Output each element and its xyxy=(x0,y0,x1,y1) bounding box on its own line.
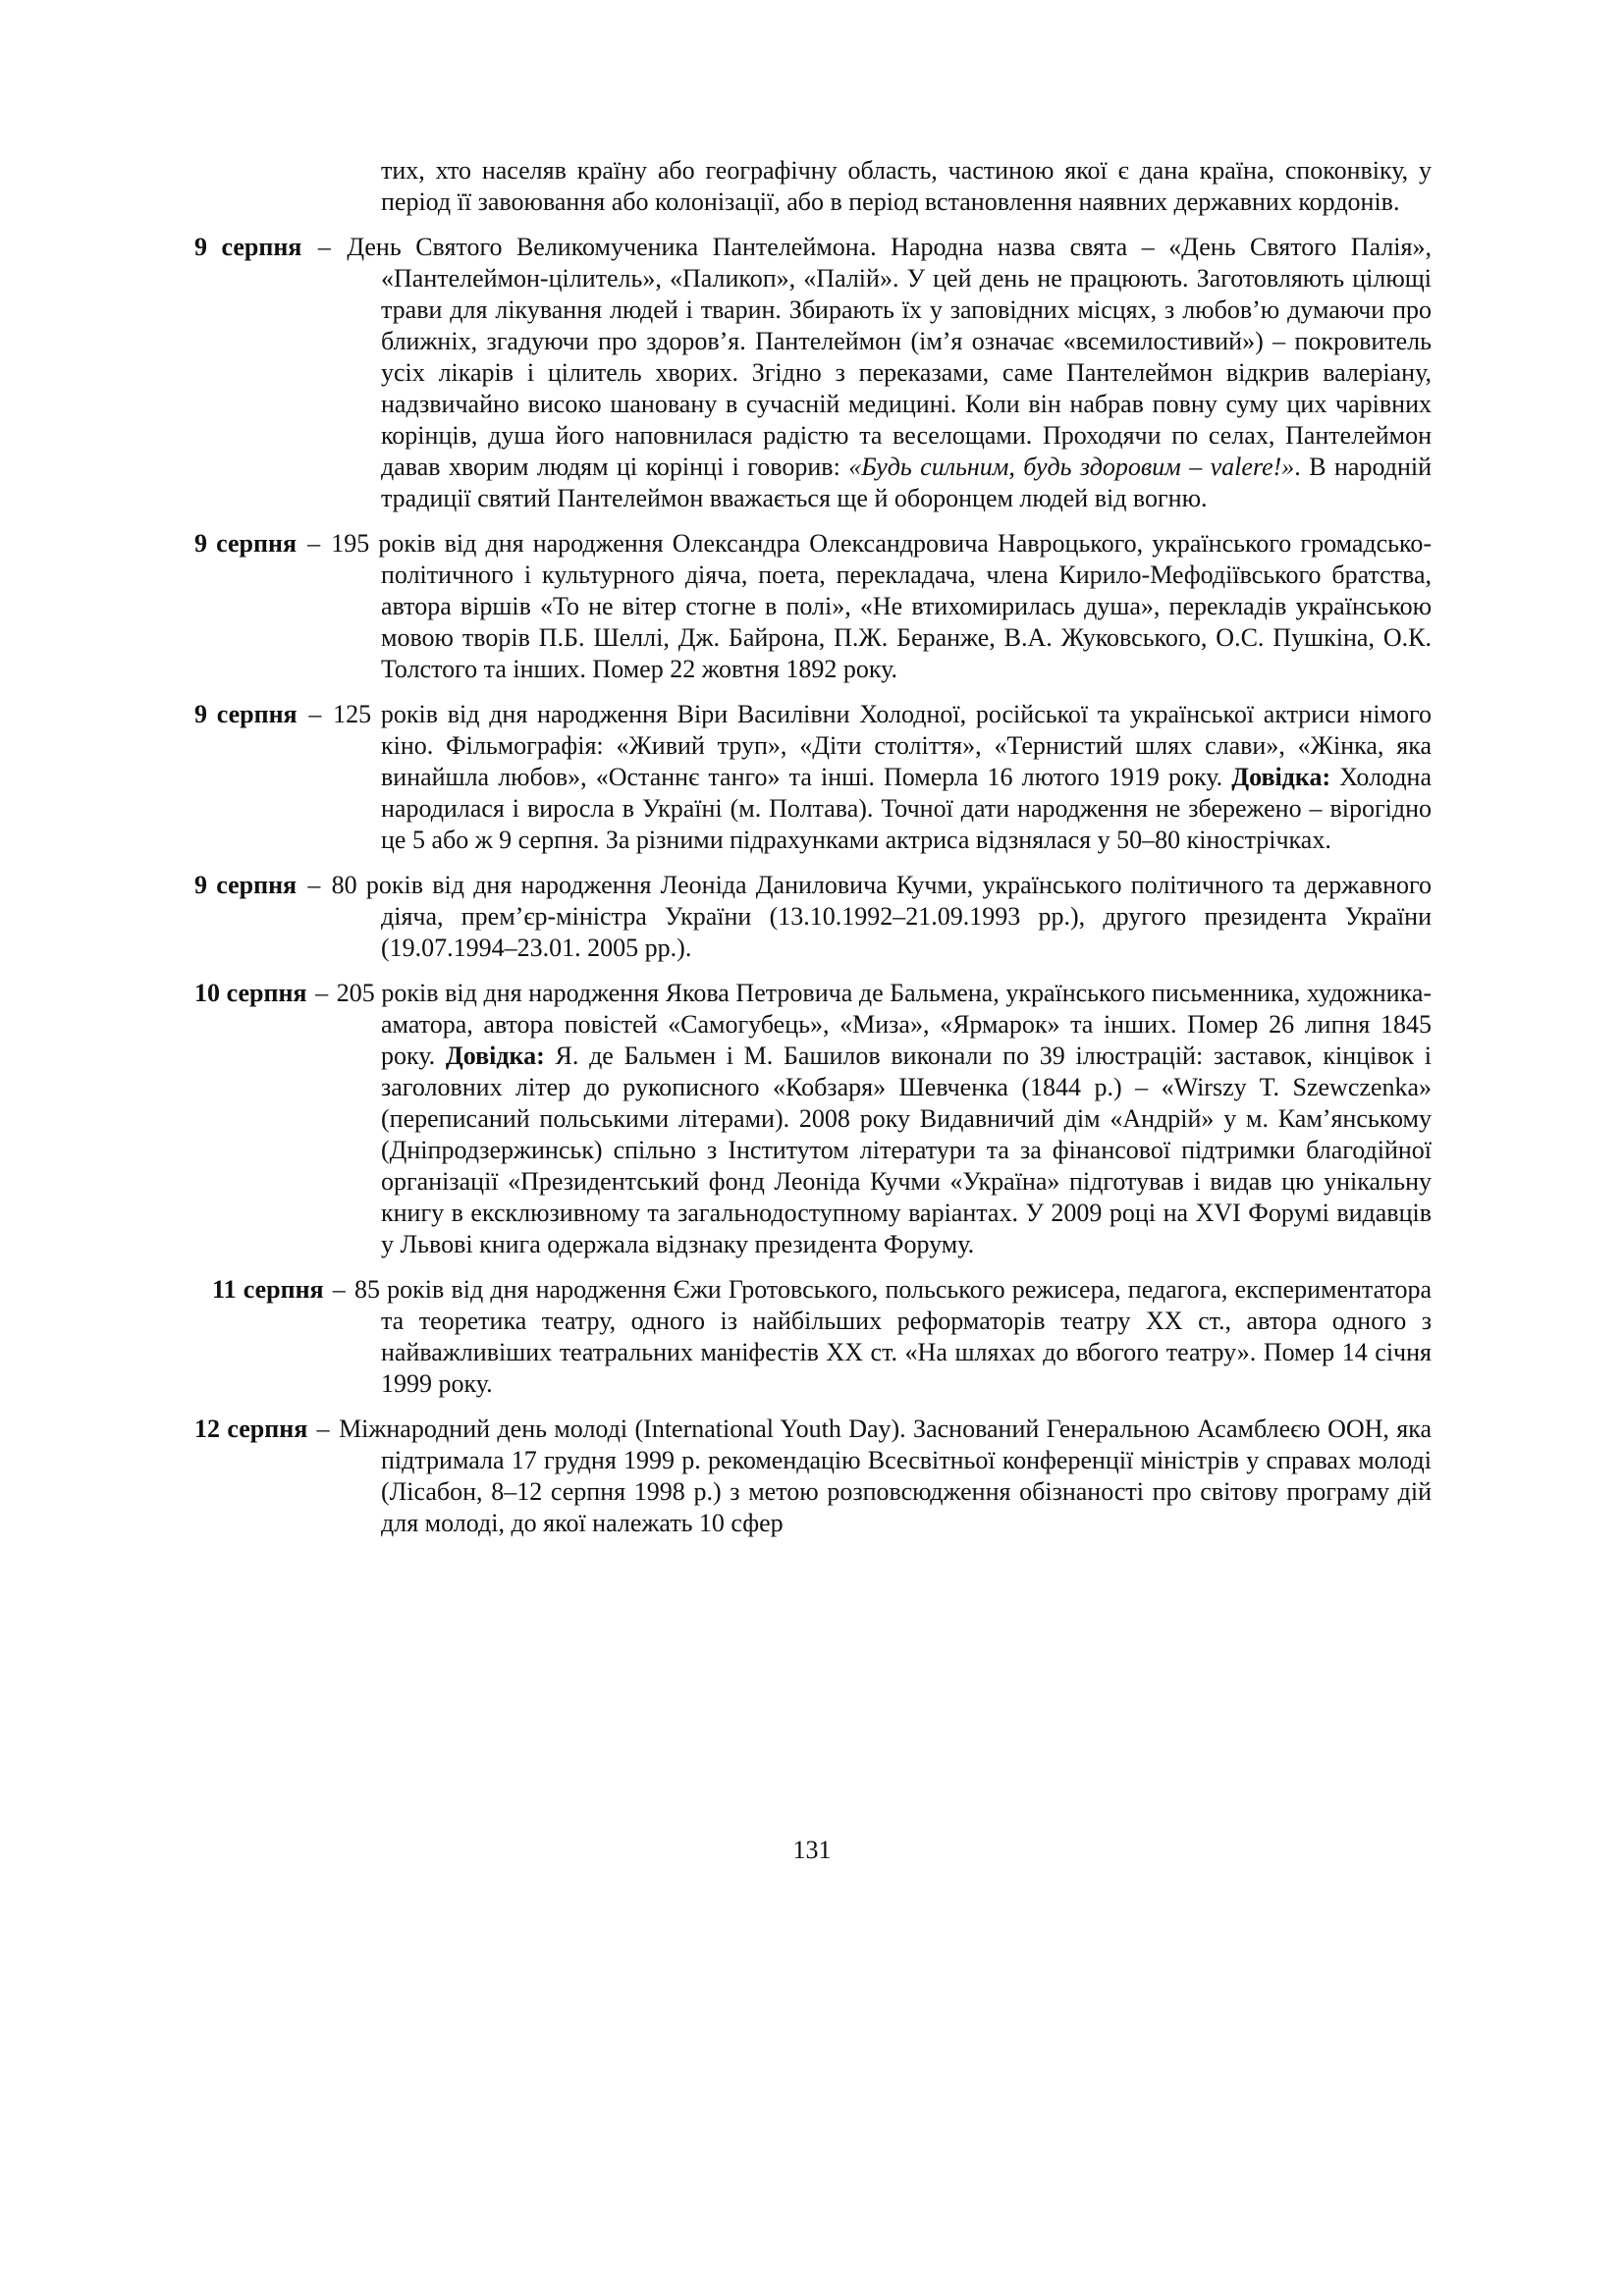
entry-text: День Святого Великомученика Пантелеймона. Народна назва свята – «День Святого Палія», «Пантелеймон-цілитель», «Паликоп», «Палій». У цей день не працюють. Заготовляють цілющі трави для лікування людей і тварин. Збирають їх у заповідних місцях, з любов’ю думаючи про ближніх, згадуючи про здоров’я. Пантелеймон (ім’я означає «всемилостивий») – покровитель усіх лікарів і цілитель хворих. Згідно з переказами, саме Пантелеймон відкрив валеріану, надзвичайно високо шановану в сучасній медицині. Коли він набрав повну суму цих чарівних корінців, душа його наповнилася радістю та веселощами. Проходячи по селах, Пантелеймон давав хворим людям ці корінці і говорив: xyxy=(347,233,1432,481)
entry-dash: – xyxy=(307,529,321,558)
entry-dash: – xyxy=(332,1275,346,1304)
continuation-paragraph: тих, хто населяв країну або географічну область, частиною якої є дана країна, споконвіку, у період її завоювання або колонізації, або в період встановлення наявних державних кордонів. xyxy=(381,156,1432,216)
reference-label: Довідка: xyxy=(445,1041,545,1070)
entry-dash: – xyxy=(308,700,322,728)
entry-dash: – xyxy=(315,979,329,1007)
calendar-entry xyxy=(194,232,1432,514)
entry-text: Міжнародний день молоді (International Youth Day). Заснований Генеральною Асамблеєю ООН, яка підтримала 17 грудня 1999 р. рекомендацію Всесвітньої конференції міністрів у справах молоді (Лісабон, 8–12 серпня 1998 р.) з метою розповсюдження обізнаності про світову програму дій для молоді, до якої належать 10 сфер xyxy=(339,1415,1433,1537)
entry-text: 125 років від дня народження Віри Василівни Холодної, російської та української актриси німого кіно. Фільмографія: «Живий труп», «Діти століття», «Тернистий шлях слави», «Жінка, яка винайшла любов», «Останнє танго» та інші. Померла 16 лютого 1919 року. xyxy=(333,700,1433,791)
reference-label: Довідка: xyxy=(1231,763,1331,791)
calendar-entry xyxy=(194,528,1432,685)
page-number: 131 xyxy=(792,1836,832,1864)
entry-dash: – xyxy=(317,233,331,261)
entry-date: 11 серпня xyxy=(212,1275,324,1304)
entry-text: 85 років від дня народження Єжи Гротовського, польського режисера, педагога, експериментатора та теоретика театру, одного із найбільших реформаторів театру ХХ ст., автора одного з найважливіших театральних маніфестів ХХ ст. «На шляхах до вбогого театру». Помер 14 січня 1999 року. xyxy=(353,1275,1433,1398)
entry-dash: – xyxy=(307,871,321,899)
entry-dash: – xyxy=(316,1415,330,1443)
entry-text: 205 років від дня народження Якова Петровича де Бальмена, українського письменника, художника-аматора, автора повістей «Самогубець», «Миза», «Ярмарок» та інших. Помер 26 липня 1845 року. xyxy=(336,979,1433,1070)
entry-date: 12 серпня xyxy=(194,1415,308,1443)
entry-quote: «Будь сильним, будь здоровим – valere!» xyxy=(848,453,1295,481)
calendar-entry xyxy=(194,699,1432,856)
entry-text-after: . В народній традиції святий Пантелеймон вважається ще й оборонцем людей від вогню. xyxy=(381,453,1433,512)
page-content xyxy=(194,155,1432,1553)
entry-text: 80 років від дня народження Леоніда Даниловича Кучми, українського політичного та державного діяча, прем’єр-міністра України (13.10.1992–21.09.1993 рр.), другого президента України (19.07.1994–23.01. 2005 рр.). xyxy=(331,871,1433,962)
reference-text: Холодна народилася і виросла в Україні (м. Полтава). Точної дати народження не збережено – вірогідно це 5 або ж 9 серпня. За різними підрахунками актриса відзнялася у 50–80 кінострічках. xyxy=(381,763,1433,854)
entry-date: 9 серпня xyxy=(194,233,302,261)
entry-date: 9 серпня xyxy=(194,529,298,558)
calendar-entry xyxy=(194,870,1432,964)
calendar-entry xyxy=(194,978,1432,1260)
calendar-entry xyxy=(194,1274,1432,1400)
entry-date: 9 серпня xyxy=(194,700,298,728)
reference-text: Я. де Бальмен і М. Башилов виконали по 39 ілюстрацій: заставок, кінцівок і заголовних літер до рукописного «Кобзаря» Шевченка (1844 р.) – «Wirszy T. Szewczenka» (переписаний польськими літерами). 2008 року Видавничий дім «Андрій» у м. Кам’янському (Дніпродзержинськ) спільно з Інститутом літератури та за фінансової підтримки благодійної організації «Президентський фонд Леоніда Кучми «Україна» підготував і видав цю унікальну книгу в ексклюзивному та загальнодоступному варіантах. У 2009 році на XVI Форумі видавців у Львові книга одержала відзнаку президента Форуму. xyxy=(381,1041,1432,1258)
entry-date: 9 серпня xyxy=(194,871,298,899)
entry-date: 10 серпня xyxy=(194,979,307,1007)
calendar-entry xyxy=(194,1414,1432,1539)
entry-text: 195 років від дня народження Олександра Олександровича Навроцького, українського громадсько-політичного і культурного діяча, поета, перекладача, члена Кирило-Мефодіївського братства, автора віршів «То не вітер стогне в полі», «Не втихомирилась душа», перекладів українською мовою творів П.Б. Шеллі, Дж. Байрона, П.Ж. Беранже, В.А. Жуковського, О.С. Пушкіна, О.К. Толстого та інших. Помер 22 жовтня 1892 року. xyxy=(331,529,1432,683)
